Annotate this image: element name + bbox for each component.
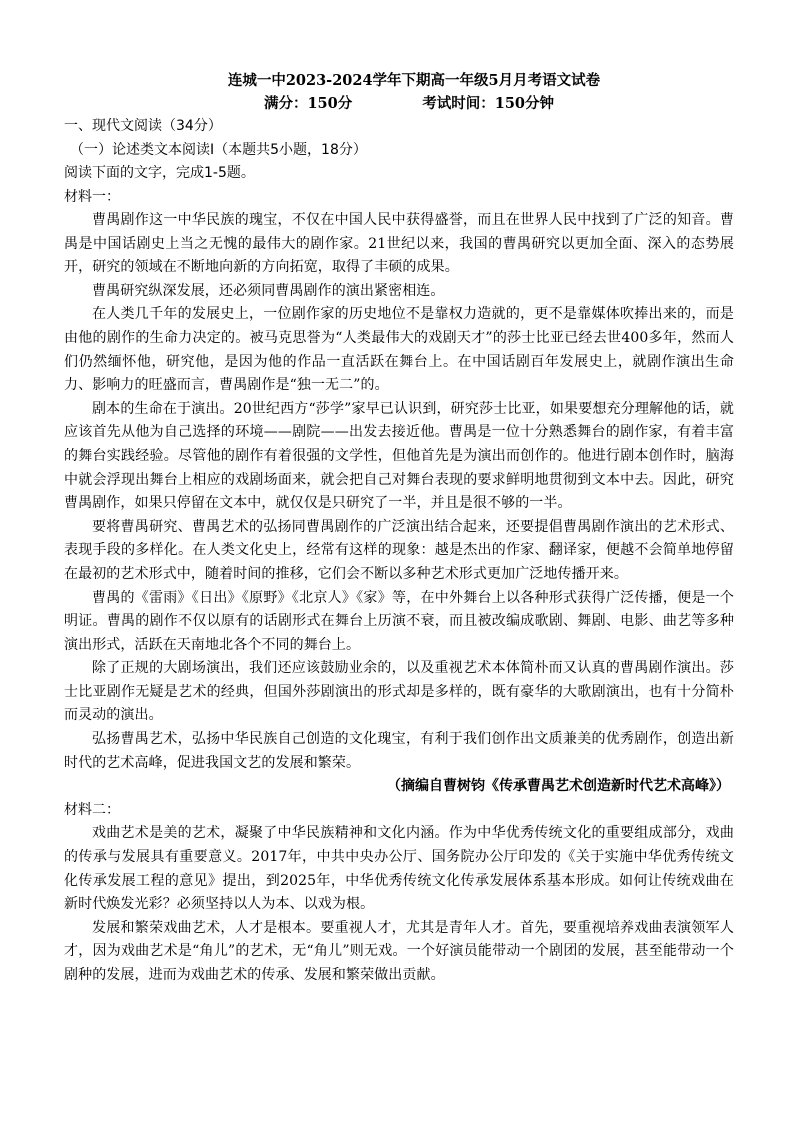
material2-paragraph: 发展和繁荣戏曲艺术，人才是根本。要重视人才，尤其是青年人才。首先，要重视培养戏曲表演领军人才，因为戏曲艺术是“角儿”的艺术，无“角儿”则无戏。一个好演员能带动一个剧团的发展，甚至能带动一个剧种的发展，进而为戏曲艺术的传承、发展和繁荣做出贡献。 (64, 919, 734, 983)
material1-source: （摘编自曹树钧《传承曹禺艺术创造新时代艺术高峰》） (387, 778, 730, 795)
reading-instruction: 阅读下面的文字，完成1-5题。 (64, 165, 255, 181)
material1-paragraph: 剧本的生命在于演出。20世纪西方“莎学”家早已认识到，研究莎士比亚，如果要想充分理解他的话，就应该首先从他为自己选择的环境——剧院——出发去接近他。曹禺是一位十分熟悉舞台的剧作家，有着丰富的舞台实践经验。尽管他的剧作有着很强的文学性，但他首先是为演出而创作的。他进行剧本创作时，脑海中就会浮现出舞台上相应的戏剧场面来，就会把自己对舞台表现的要求鲜明地贯彻到文本中去。因此，研究曹禺剧作，如果只停留在文本中，就仅仅是只研究了一半，并且是很不够的一半。 (64, 400, 734, 512)
material2-paragraph: 戏曲艺术是美的艺术，凝聚了中华民族精神和文化内涵。作为中华优秀传统文化的重要组成部分，戏曲的传承与发展具有重要意义。2017年，中共中央办公厅、国务院办公厅印发的《关于实施中华优秀传统文化传承发展工程的意见》提出，到2025年，中华优秀传统文化传承发展体系基本形成。如何让传统戏曲在新时代焕发光彩？必须坚持以人为本、以戏为根。 (64, 825, 734, 913)
material1-paragraph: 弘扬曹禺艺术，弘扬中华民族自己创造的文化瑰宝，有利于我们创作出文质兼美的优秀剧作，创造出新时代的艺术高峰，促进我国文艺的发展和繁荣。 (64, 731, 734, 771)
material1-paragraph: 要将曹禺研究、曹禺艺术的弘扬同曹禺剧作的广泛演出结合起来，还要提倡曹禺剧作演出的艺术形式、表现手段的多样化。在人类文化史上，经常有这样的现象：越是杰出的作家、翻译家，便越不会简单地停留在最初的艺术形式中，随着时间的推移，它们会不断以多种艺术形式更加广泛地传播开来。 (64, 518, 734, 582)
full-score: 满分：150分 (263, 95, 353, 112)
exam-title: 连城一中2023-2024学年下期高一年级5月月考语文试卷 (227, 72, 601, 89)
material1-paragraph: 曹禺剧作这一中华民族的瑰宝，不仅在中国人民中获得盛誉，而且在世界人民中找到了广泛的知音。曹禺是中国话剧史上当之无愧的最伟大的剧作家。21世纪以来，我国的曹禺研究以更加全面、深入的态势展开，研究的领域在不断地向新的方向拓宽，取得了丰硕的成果。 (64, 212, 734, 276)
material1-paragraph: 曹禺研究纵深发展，还必须同曹禺剧作的演出紧密相连。 (92, 282, 445, 299)
section-heading-part1-1: （一）论述类文本阅读Ⅰ（本题共5小题，18分） (70, 141, 367, 158)
exam-time: 考试时间：150分钟 (422, 95, 555, 112)
material1-paragraph: 在人类几千年的发展史上，一位剧作家的历史地位不是靠权力造就的，更不是靠媒体吹捧出来的，而是由他的剧作的生命力决定的。被马克思誉为“人类最伟大的戏剧天才”的莎士比亚已经去世400多年，然而人们仍然缅怀他，研究他，是因为他的作品一直活跃在舞台上。在中国话剧百年发展史上，就剧作演出生命力、影响力的旺盛而言，曹禺剧作是“独一无二”的。 (64, 306, 734, 394)
material2-label: 材料二： (64, 801, 120, 818)
material1-paragraph: 除了正规的大剧场演出，我们还应该鼓励业余的，以及重视艺术本体简朴而又认真的曹禺剧作演出。莎士比亚剧作无疑是艺术的经典，但国外莎剧演出的形式却是多样的，既有豪华的大歌剧演出，也有十分简朴而灵动的演出。 (64, 660, 734, 724)
material1-paragraph: 曹禺的《雷雨》《日出》《原野》《北京人》《家》等，在中外舞台上以各种形式获得广泛传播，便是一个明证。曹禺的剧作不仅以原有的话剧形式在舞台上历演不衰，而且被改编成歌剧、舞剧、电影、曲艺等多种演出形式，活跃在天南地北各个不同的舞台上。 (64, 589, 734, 653)
exam-page (64, 70, 734, 988)
exam-meta (84, 92, 734, 115)
material1-label: 材料一： (64, 188, 120, 205)
section-heading-part1: 一、现代文阅读（34分） (64, 118, 222, 134)
